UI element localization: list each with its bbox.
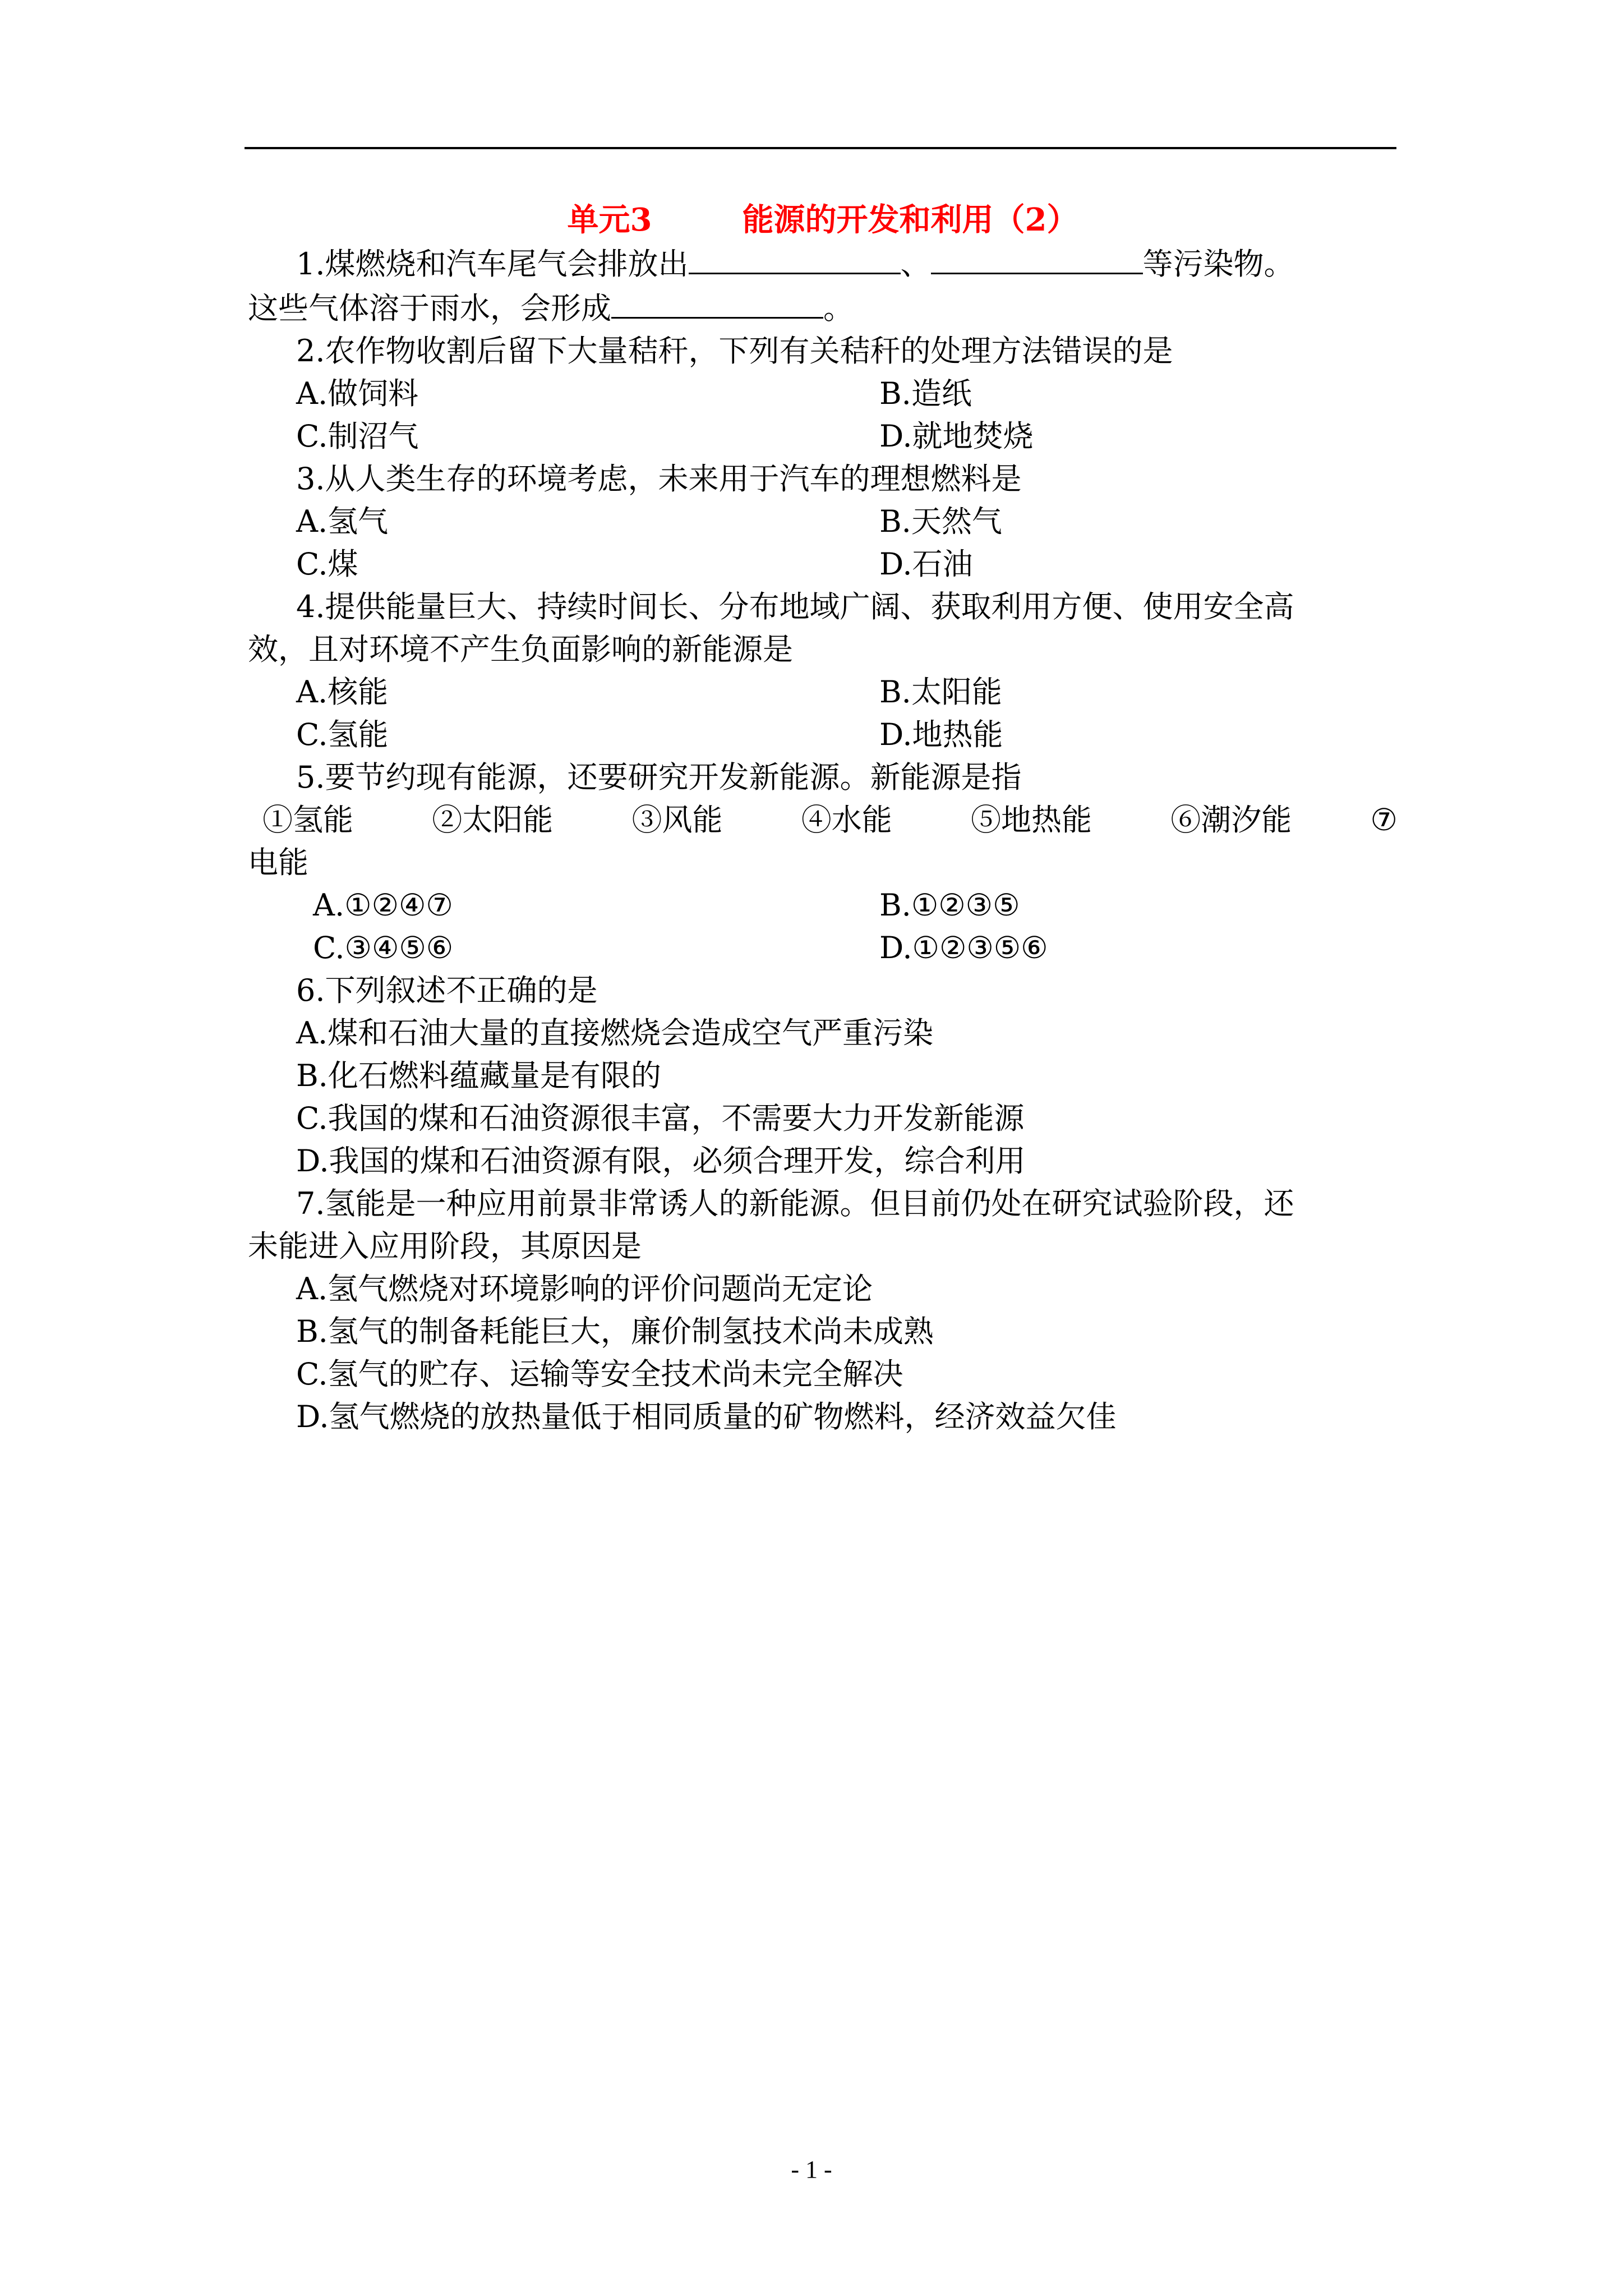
option-row — [248, 500, 1398, 543]
question-6-stem: 6.下列叙述不正确的是 — [296, 973, 598, 1008]
option: A.氢气 — [296, 504, 389, 539]
option: C.③④⑤⑥ — [313, 930, 454, 965]
answer-blank[interactable] — [611, 286, 823, 319]
option: C.氢能 — [296, 717, 389, 752]
energy-item: ⑦ — [1370, 802, 1398, 838]
option-row — [248, 927, 1398, 969]
answer-blank[interactable] — [689, 241, 901, 274]
energy-list — [248, 799, 1398, 841]
option-row — [248, 372, 1398, 415]
option: C.煤 — [296, 546, 358, 582]
option: C.氢气的贮存、运输等安全技术尚未完全解决 — [296, 1356, 903, 1392]
option: B.太阳能 — [879, 674, 1002, 710]
answer-blank[interactable] — [931, 241, 1143, 274]
question-4-stem-line-1: 4.提供能量巨大、持续时间长、分布地域广阔、获取利用方便、使用安全高 — [296, 589, 1294, 624]
option: D.①②③⑤⑥ — [879, 930, 1048, 965]
option: B.天然气 — [879, 504, 1002, 539]
option-row — [248, 714, 1398, 756]
q1-line2-prefix: 这些气体溶于雨水，会形成 — [248, 291, 611, 326]
option-row — [248, 543, 1398, 586]
document-body — [248, 199, 1398, 1438]
energy-item: ①氢能 — [262, 802, 353, 838]
page-number: - 1 - — [791, 2156, 832, 2183]
option: B.氢气的制备耗能巨大，廉价制氢技术尚未成熟 — [296, 1314, 934, 1349]
option: B.化石燃料蕴藏量是有限的 — [296, 1058, 661, 1093]
page-title: 单元3 能源的开发和利用（2） — [567, 201, 1078, 238]
option-row — [248, 671, 1398, 714]
option: D.地热能 — [879, 717, 1003, 752]
question-1-line-2 — [248, 286, 1398, 330]
option: D.石油 — [879, 546, 973, 582]
option: D.我国的煤和石油资源有限，必须合理开发，综合利用 — [296, 1143, 1026, 1179]
energy-item: ②太阳能 — [432, 802, 554, 838]
question-4-stem-line-2: 效，且对环境不产生负面影响的新能源是 — [248, 632, 793, 667]
question-7-stem-line-2: 未能进入应用阶段，其原因是 — [248, 1228, 642, 1264]
q1-prefix: 1.煤燃烧和汽车尾气会排放出 — [296, 246, 689, 282]
energy-item: ⑥潮汐能 — [1170, 802, 1292, 838]
question-5-stem: 5.要节约现有能源，还要研究开发新能源。新能源是指 — [296, 760, 1022, 795]
option: A.煤和石油大量的直接燃烧会造成空气严重污染 — [296, 1015, 934, 1051]
option: D.就地焚烧 — [879, 418, 1034, 454]
option: B.造纸 — [879, 376, 972, 411]
question-7-stem-line-1: 7.氢能是一种应用前景非常诱人的新能源。但目前仍处在研究试验阶段，还 — [296, 1186, 1294, 1221]
energy-item: ③风能 — [631, 802, 723, 838]
option-row — [248, 884, 1398, 927]
q1-suffix: 等污染物。 — [1142, 246, 1294, 282]
q1-line2-suffix: 。 — [823, 291, 854, 326]
option: B.①②③⑤ — [879, 887, 1020, 923]
question-3-stem: 3.从人类生存的环境考虑，未来用于汽车的理想燃料是 — [296, 461, 1022, 496]
option: A.做饲料 — [296, 376, 419, 411]
option: D.氢气燃烧的放热量低于相同质量的矿物燃料，经济效益欠佳 — [296, 1399, 1117, 1434]
option: A.核能 — [296, 674, 389, 710]
question-1 — [248, 241, 1398, 286]
option: C.制沼气 — [296, 418, 419, 454]
option: A.①②④⑦ — [313, 887, 453, 923]
option-row — [248, 415, 1398, 458]
energy-list-wrap: 电能 — [248, 845, 308, 880]
q1-separator: 、 — [900, 246, 931, 282]
energy-item: ⑤地热能 — [971, 802, 1092, 838]
energy-item: ④水能 — [801, 802, 892, 838]
option: C.我国的煤和石油资源很丰富，不需要大力开发新能源 — [296, 1101, 1025, 1136]
option: A.氢气燃烧对环境影响的评价问题尚无定论 — [296, 1271, 873, 1306]
question-2-stem: 2.农作物收割后留下大量秸秆，下列有关秸秆的处理方法错误的是 — [296, 333, 1173, 369]
header-rule — [245, 147, 1396, 149]
